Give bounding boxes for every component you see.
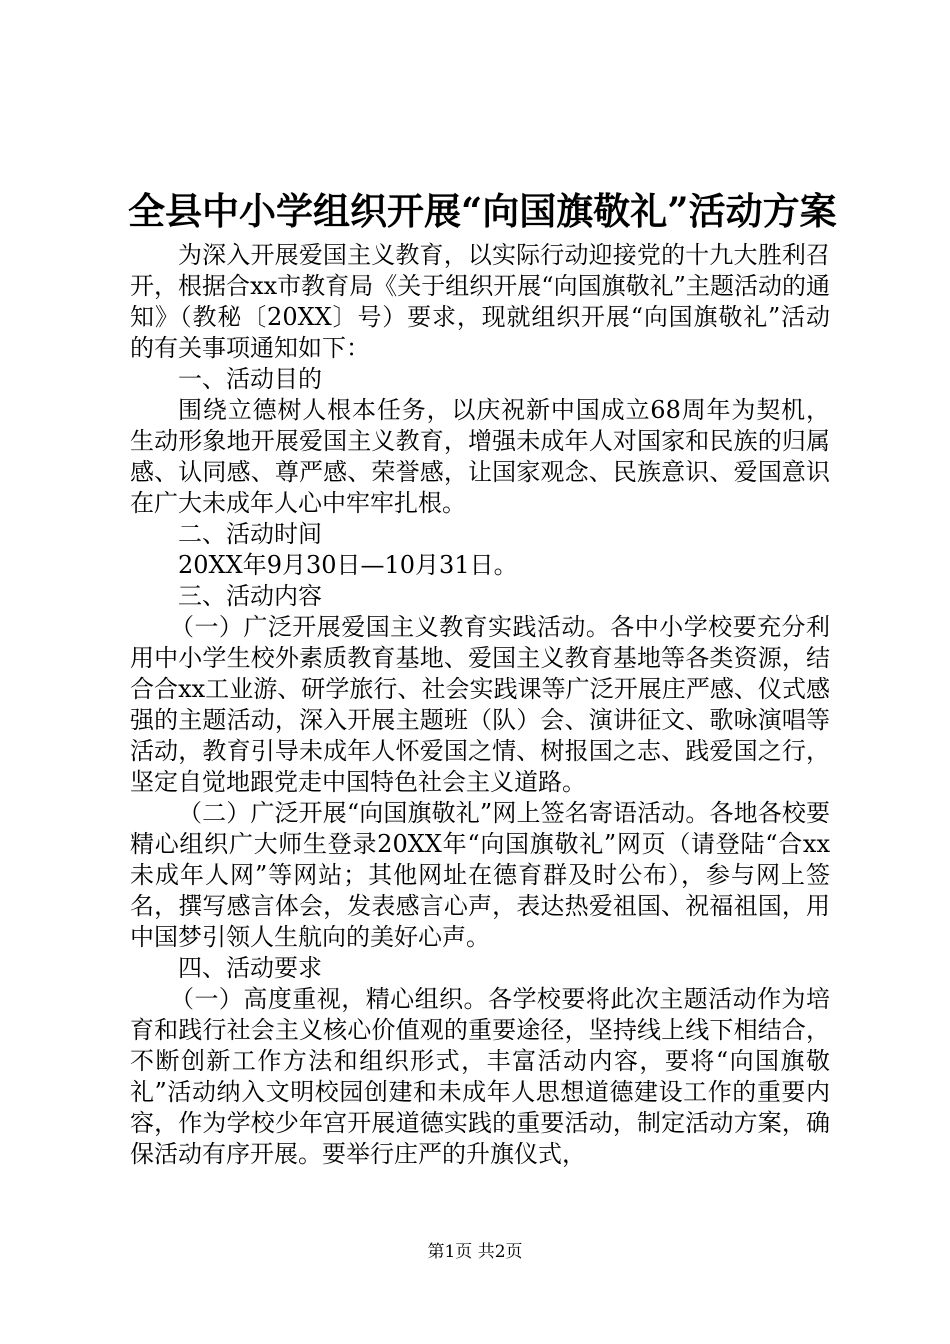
content-paragraph-2: （二）广泛开展“向国旗敬礼”网上签名寄语活动。各地各校要精心组织广大师生登录20XX年“向国旗敬礼”网页（请登陆“合xx未成年人网”等网站；其他网址在德育群及时公布），参与网上签名，撰写感言体会，发表感言心声，表达热爱祖国、祝福祖国，用中国梦引领人生航向的美好心声。 bbox=[130, 799, 830, 951]
requirements-paragraph-1: （一）高度重视，精心组织。各学校要将此次主题活动作为培育和践行社会主义核心价值观的重要途径，坚持线上线下相结合，不断创新工作方法和组织形式，丰富活动内容，要将“向国旗敬礼”活动纳入文明校园创建和未成年人思想道德建设工作的重要内容，作为学校少年宫开展道德实践的重要活动，制定活动方案，确保活动有序开展。要举行庄严的升旗仪式， bbox=[130, 985, 830, 1168]
section-heading-content: 三、活动内容 bbox=[178, 582, 322, 610]
purpose-paragraph: 围绕立德树人根本任务，以庆祝新中国成立68周年为契机，生动形象地开展爱国主义教育，增强未成年人对国家和民族的归属感、认同感、尊严感、荣誉感，让国家观念、民族意识、爱国意识在广大未成年人心中牢牢扎根。 bbox=[130, 396, 830, 517]
time-paragraph: 20XX年9月30日—10月31日。 bbox=[178, 551, 518, 579]
document-title: 全县中小学组织开展“向国旗敬礼”活动方案 bbox=[128, 189, 837, 233]
section-heading-requirements: 四、活动要求 bbox=[178, 954, 322, 982]
document-body bbox=[130, 240, 830, 1170]
page-number-footer: 第1页 共2页 bbox=[427, 1242, 523, 1262]
intro-paragraph: 为深入开展爱国主义教育，以实际行动迎接党的十九大胜利召开，根据合xx市教育局《关于组织开展“向国旗敬礼”主题活动的通知》（教秘〔20XX〕号）要求，现就组织开展“向国旗敬礼”活动的有关事项通知如下： bbox=[130, 241, 830, 362]
content-paragraph-1: （一）广泛开展爱国主义教育实践活动。各中小学校要充分利用中小学生校外素质教育基地、爱国主义教育基地等各类资源，结合合xx工业游、研学旅行、社会实践课等广泛开展庄严感、仪式感强的主题活动，深入开展主题班（队）会、演讲征文、歌咏演唱等活动，教育引导未成年人怀爱国之情、树报国之志、践爱国之行，坚定自觉地跟党走中国特色社会主义道路。 bbox=[130, 613, 830, 796]
section-heading-purpose: 一、活动目的 bbox=[178, 365, 322, 393]
section-heading-time: 二、活动时间 bbox=[178, 520, 322, 548]
